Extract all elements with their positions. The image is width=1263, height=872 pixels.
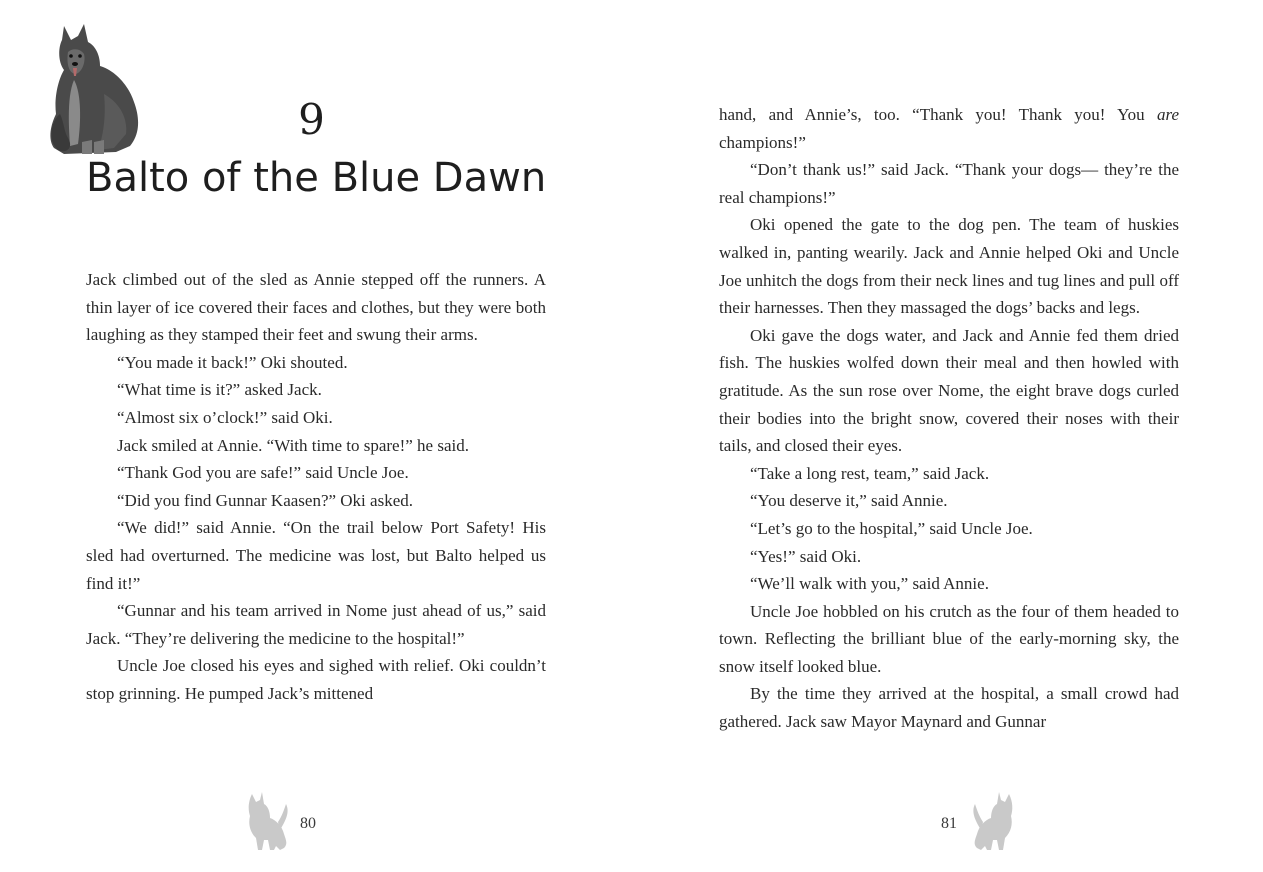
paragraph: Oki opened the gate to the dog pen. The team of huskies walked in, panting wearily. Jack and Annie helped Oki and Uncle Joe unhitch the dogs from their neck lines and tug lines and pull off their harnesses. Then they massaged the dogs’ backs and legs. [719,215,1179,318]
paragraph: “Did you find Gunnar Kaasen?” Oki asked. [117,490,413,510]
paragraph: “You made it back!” Oki shouted. [117,352,348,372]
paragraph: “What time is it?” asked Jack. [117,380,322,400]
paragraph: Uncle Joe closed his eyes and sighed with relief. Oki couldn’t stop grinning. He pumped Jack’s mittened [86,656,546,703]
emphasis-text: are [1156,105,1179,124]
paragraph: “Gunnar and his team arrived in Nome just ahead of us,” said Jack. “They’re delivering the medicine to the hospital!” [86,601,546,648]
right-page-body [719,101,1179,736]
paragraph: Jack climbed out of the sled as Annie stepped off the runners. A thin layer of ice covered their faces and clothes, but they were both laughing as they stamped their feet and swung their arms. [86,270,546,345]
paragraph: “We did!” said Annie. “On the trail below Port Safety! His sled had overturned. The medicine was lost, but Balto helped us find it!” [86,518,546,593]
paragraph: “Take a long rest, team,” said Jack. [750,463,990,483]
paragraph: Oki gave the dogs water, and Jack and Annie fed them dried fish. The huskies wolfed down their meal and then howled with gratitude. As the sun rose over Nome, the eight brave dogs curled their bodies into the bright snow, covered their noses with their tails, and closed their eyes. [719,325,1179,456]
right-page [631,0,1263,872]
paragraph: Uncle Joe hobbled on his crutch as the four of them headed to town. Reflecting the brilliant blue of the early-morning sky, the snow itself looked blue. [719,601,1179,676]
paragraph: “Thank God you are safe!” said Uncle Joe. [117,463,409,483]
chapter-title: Balto of the Blue Dawn [86,155,547,201]
paragraph-text: champions!” [719,132,806,152]
page-number: 81 [941,815,957,832]
left-page-body [86,266,546,708]
chapter-number-text: 9 [298,95,325,144]
paragraph: “We’ll walk with you,” said Annie. [750,574,989,594]
paragraph: “Don’t thank us!” said Jack. “Thank your dogs— they’re the real champions!” [719,160,1179,207]
page-number: 80 [300,815,316,832]
paragraph: “Yes!” said Oki. [750,546,862,566]
husky-silhouette-icon [244,790,290,852]
paragraph: “You deserve it,” said Annie. [750,491,948,511]
paragraph: Jack smiled at Annie. “With time to spare!” he said. [117,435,469,455]
paragraph [719,101,1179,156]
left-page [0,0,631,872]
chapter-number [0,94,631,146]
paragraph-text: hand, and Annie’s, too. “Thank you! Thank you! You [719,105,1157,124]
husky-silhouette-icon [971,790,1017,852]
paragraph: “Let’s go to the hospital,” said Uncle Joe. [750,518,1033,538]
paragraph: “Almost six o’clock!” said Oki. [117,407,333,427]
paragraph: By the time they arrived at the hospital, a small crowd had gathered. Jack saw Mayor Maynard and Gunnar [719,684,1179,732]
